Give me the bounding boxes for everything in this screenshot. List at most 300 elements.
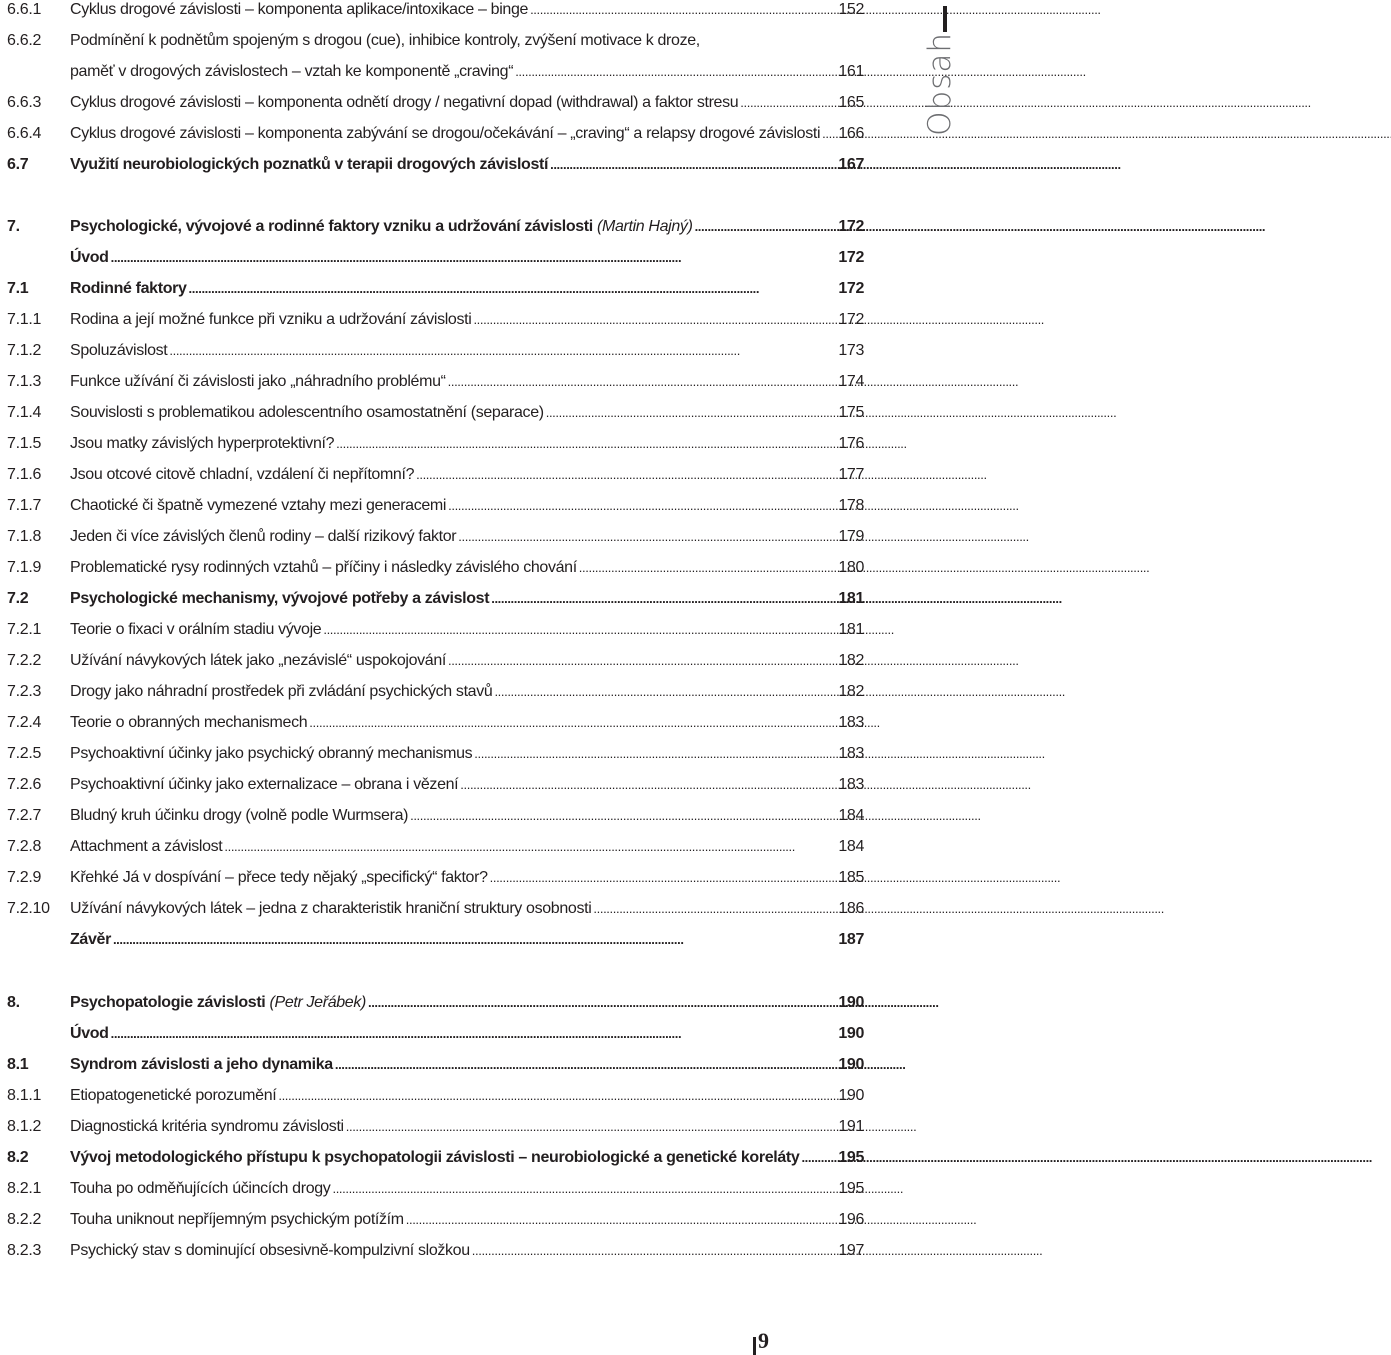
toc-entry-title-text: Rodina a její možné funkce při vzniku a udržování závislosti — [70, 311, 472, 328]
toc-entry[interactable] — [0, 87, 864, 118]
toc-entry-title-text: Funkce užívání či závislosti jako „náhradního problému“ — [70, 373, 446, 390]
toc-entry-line — [70, 987, 864, 1018]
toc-leader-dots — [472, 1235, 835, 1266]
toc-entry-line — [70, 25, 864, 56]
toc-entry-title-text: Křehké Já v dospívání – přece tedy nějaký „specifický“ faktor? — [70, 869, 488, 886]
toc-entry-page: 183 — [838, 776, 864, 793]
toc-entry[interactable] — [0, 1235, 864, 1266]
toc-entry-number: 7.2.3 — [7, 683, 42, 700]
side-section-label: Obsah — [922, 32, 958, 136]
toc-entry-title-block — [70, 273, 864, 304]
toc-entry-title-block — [70, 397, 864, 428]
toc-entry-page: 190 — [838, 994, 864, 1011]
toc-entry-title-block — [70, 1018, 864, 1049]
toc-entry-title-text: Touha po odměňujících účincích drogy — [70, 1180, 331, 1197]
toc-entry-title — [70, 0, 528, 25]
toc-entry[interactable] — [0, 924, 864, 955]
toc-entry-number: 7.2.8 — [7, 838, 42, 855]
toc-entry-title-block — [70, 1049, 864, 1080]
toc-entry-number: 7.1 — [7, 280, 29, 297]
toc-entry-number: 7.1.9 — [7, 559, 42, 576]
toc-entry-line — [70, 1235, 864, 1266]
toc-entry-page: 172 — [838, 249, 864, 266]
toc-entry-title — [70, 707, 307, 738]
toc-entry-title-block — [70, 1173, 864, 1204]
toc-entry-title-text: Psychologické mechanismy, vývojové potřeby a závislost — [70, 590, 490, 607]
toc-entry[interactable] — [0, 149, 864, 180]
toc-entry[interactable] — [0, 428, 864, 459]
toc-entry-number: 8.2 — [7, 1149, 29, 1166]
toc-entry-line — [70, 1080, 864, 1111]
toc-entry-title — [70, 1204, 404, 1235]
toc-entry-line — [70, 1142, 864, 1173]
toc-entry-title — [70, 831, 222, 862]
toc-entry-title-block — [70, 769, 864, 800]
toc-entry[interactable] — [0, 1204, 864, 1235]
toc-entry-number: 7.2.9 — [7, 869, 42, 886]
toc-entry-title — [70, 428, 334, 459]
toc-entry-line — [70, 1018, 864, 1049]
toc-entry-page: 197 — [838, 1242, 864, 1259]
toc-entry[interactable] — [0, 707, 864, 738]
toc-entry-number: 8.1 — [7, 1056, 29, 1073]
toc-entry[interactable] — [0, 862, 864, 893]
toc-entry-line — [70, 211, 864, 242]
toc-entry-number: 8.2.3 — [7, 1242, 42, 1259]
toc-leader-dots — [822, 118, 834, 149]
toc-entry-line — [70, 707, 864, 738]
toc-entry-title-block — [70, 304, 864, 335]
toc-entry-title-text: Psychopatologie závislosti — [70, 994, 266, 1011]
toc-entry[interactable] — [0, 1018, 864, 1049]
toc-entry-number: 6.6.3 — [7, 94, 42, 111]
toc-entry[interactable] — [0, 1173, 864, 1204]
toc-entry-title-text: Teorie o fixaci v orálním stadiu vývoje — [70, 621, 322, 638]
toc-entry-title-block — [70, 645, 864, 676]
toc-leader-dots — [695, 211, 835, 242]
toc-leader-dots — [740, 87, 834, 118]
toc-entry-title-block — [70, 583, 864, 614]
toc-entry-title-block — [70, 676, 864, 707]
toc-entry-page: 174 — [838, 373, 864, 390]
toc-entry-page: 185 — [838, 869, 864, 886]
toc-entry-title-block — [70, 831, 864, 862]
toc-leader-dots — [550, 149, 834, 180]
toc-leader-dots — [368, 987, 834, 1018]
toc-entry[interactable] — [0, 831, 864, 862]
toc-entry-line — [70, 0, 864, 25]
toc-leader-dots — [169, 335, 834, 366]
toc-entry-title — [70, 335, 167, 366]
toc-entry-number: 8.1.1 — [7, 1087, 42, 1104]
toc-entry-title — [70, 397, 544, 428]
toc-entry-number: 7.1.6 — [7, 466, 42, 483]
toc-entry-line — [70, 769, 864, 800]
toc-entry[interactable] — [0, 769, 864, 800]
toc-leader-dots — [460, 769, 834, 800]
toc-entry-page: 161 — [838, 63, 864, 80]
toc-entry-title — [70, 87, 738, 118]
toc-entry-title — [70, 769, 458, 800]
toc-entry-title-text: Chaotické či špatně vymezené vztahy mezi generacemi — [70, 497, 447, 514]
toc-entry-line — [70, 1111, 864, 1142]
toc-entry-title-block — [70, 707, 864, 738]
toc-entry-number: 7.1.2 — [7, 342, 42, 359]
toc-entry-title — [70, 1142, 799, 1173]
toc-leader-dots — [113, 924, 834, 955]
toc-entry-number: 8.1.2 — [7, 1118, 42, 1135]
toc-entry[interactable] — [0, 800, 864, 831]
toc-entry-title — [70, 490, 446, 521]
toc-entry-title-block — [70, 1142, 864, 1173]
toc-leader-dots — [579, 552, 835, 583]
toc-entry-title-text: Jsou otcové citově chladní, vzdálení či nepřítomní? — [70, 466, 415, 483]
toc-entry-page: 165 — [838, 94, 864, 111]
toc-entry-title-text: Využití neurobiologických poznatků v terapii drogových závislostí — [70, 156, 549, 173]
toc-entry-line — [70, 149, 864, 180]
toc-entry[interactable] — [0, 397, 864, 428]
toc-entry-number: 6.6.4 — [7, 125, 42, 142]
toc-entry-title-text: Úvod — [70, 1025, 109, 1042]
toc-entry-title-text: Jeden či více závislých členů rodiny – další rizikový faktor — [70, 528, 457, 545]
toc-leader-dots — [406, 1204, 835, 1235]
toc-entry-number: 7.2 — [7, 590, 29, 607]
toc-entry-title-text: Závěr — [70, 931, 111, 948]
toc-entry-line — [70, 893, 864, 924]
toc-entry-number: 6.6.2 — [7, 32, 42, 49]
toc-entry[interactable] — [0, 1049, 864, 1080]
toc-entry-title — [70, 862, 488, 893]
toc-entry-title-block — [70, 118, 864, 149]
toc-entry-page: 190 — [838, 1087, 864, 1104]
toc-entry-title — [70, 800, 408, 831]
toc-entry-title-text: Attachment a závislost — [70, 838, 223, 855]
toc-entry[interactable] — [0, 676, 864, 707]
toc-entry-title-block — [70, 366, 864, 397]
toc-entry-page: 181 — [838, 590, 864, 607]
toc-entry-title-block — [70, 459, 864, 490]
toc-entry[interactable] — [0, 583, 864, 614]
toc-entry[interactable] — [0, 521, 864, 552]
toc-leader-dots — [416, 459, 834, 490]
toc-entry[interactable] — [0, 1111, 864, 1142]
toc-entry-title — [70, 614, 321, 645]
toc-entry-title — [70, 987, 366, 1018]
toc-entry-line — [70, 924, 864, 955]
toc-entry-line — [70, 56, 864, 87]
toc-entry-page: 183 — [838, 714, 864, 731]
toc-leader-dots — [111, 242, 835, 273]
toc-entry-title-text: Cyklus drogové závislosti – komponenta odnětí drogy / negativní dopad (withdrawal) a faktor stresu — [70, 94, 739, 111]
toc-entry-title — [70, 583, 489, 614]
toc-entry-number: 7.1.3 — [7, 373, 42, 390]
toc-entry-title-block — [70, 87, 864, 118]
toc-leader-dots — [546, 397, 835, 428]
toc-entry-title — [70, 149, 548, 180]
toc-entry[interactable] — [0, 366, 864, 397]
toc-entry-title-block — [70, 242, 864, 273]
toc-entry-title-block — [70, 987, 864, 1018]
toc-leader-dots — [346, 1111, 835, 1142]
toc-entry-title-text: Diagnostická kritéria syndromu závislosti — [70, 1118, 344, 1135]
toc-entry-title-text: Psychoaktivní účinky jako externalizace – obrana i vězení — [70, 776, 459, 793]
toc-entry-title-block — [70, 924, 864, 955]
toc-entry-line — [70, 273, 864, 304]
toc-entry-title-block — [70, 614, 864, 645]
toc-entry-title — [70, 459, 414, 490]
toc-entry-line — [70, 335, 864, 366]
toc-leader-dots — [448, 645, 834, 676]
toc-entry-line — [70, 552, 864, 583]
toc-entry-title-text: Psychický stav s dominující obsesivně-kompulzivní složkou — [70, 1242, 470, 1259]
toc-entry-line — [70, 614, 864, 645]
toc-entry-page: 172 — [838, 218, 864, 235]
toc-entry-page: 167 — [838, 156, 864, 173]
toc-entry-title — [70, 1173, 330, 1204]
toc-entry[interactable] — [0, 490, 864, 521]
toc-entry-title-block — [70, 490, 864, 521]
toc-entry-title-block — [70, 1204, 864, 1235]
toc-entry-title-text: Souvislosti s problematikou adolescentního osamostatnění (separace) — [70, 404, 544, 421]
toc-leader-dots — [515, 56, 834, 87]
toc-entry[interactable] — [0, 1080, 864, 1111]
toc-entry-page: 173 — [838, 342, 864, 359]
toc-entry-line — [70, 397, 864, 428]
toc-leader-dots — [448, 366, 835, 397]
toc-entry-title — [70, 273, 187, 304]
side-tab-marker — [943, 6, 947, 32]
toc-entry-author: (Petr Jeřábek) — [269, 994, 366, 1011]
toc-entry-title-text: Rodinné faktory — [70, 280, 187, 297]
toc-leader-dots — [473, 304, 834, 335]
toc-entry-title — [70, 1018, 109, 1049]
toc-entry-title-text: paměť v drogových závislostech – vztah ke komponentě „craving“ — [70, 63, 514, 80]
toc-leader-dots — [224, 831, 834, 862]
toc-leader-dots — [309, 707, 834, 738]
toc-entry-title — [70, 645, 446, 676]
toc-entry-number: 6.7 — [7, 156, 29, 173]
toc-entry-line — [70, 521, 864, 552]
toc-entry-title-text: Podmínění k podnětům spojeným s drogou (cue), inhibice kontroly, zvýšení motivace k droze, — [70, 32, 700, 49]
toc-entry-page: 182 — [838, 683, 864, 700]
toc-entry-line — [70, 645, 864, 676]
toc-entry-title — [70, 118, 820, 149]
toc-entry-line — [70, 676, 864, 707]
toc-entry-title — [70, 552, 577, 583]
toc-entry-number: 7.1.1 — [7, 311, 42, 328]
toc-entry-page: 180 — [838, 559, 864, 576]
toc-entry-title-text: Spoluzávislost — [70, 342, 168, 359]
toc-leader-dots — [448, 490, 834, 521]
toc-entry-title — [70, 738, 472, 769]
toc-entry-number: 7.1.5 — [7, 435, 42, 452]
toc-entry-title — [70, 366, 446, 397]
toc-entry-number: 8. — [7, 994, 20, 1011]
toc-entry-number: 7.2.2 — [7, 652, 42, 669]
toc-entry-title-text: Cyklus drogové závislosti – komponenta aplikace/intoxikace – binge — [70, 1, 529, 18]
toc-entry-page: 175 — [838, 404, 864, 421]
toc-entry[interactable] — [0, 335, 864, 366]
toc-leader-dots — [111, 1018, 835, 1049]
toc-entry-page: 166 — [838, 125, 864, 142]
toc-entry-title — [70, 242, 109, 273]
page-number-rule — [753, 1337, 756, 1355]
toc-entry[interactable] — [0, 459, 864, 490]
toc-entry[interactable] — [0, 304, 864, 335]
toc-entry[interactable] — [0, 0, 864, 25]
toc-entry-line — [70, 800, 864, 831]
toc-entry-page: 190 — [838, 1056, 864, 1073]
toc-entry-title — [70, 304, 471, 335]
toc-entry-title-text: Cyklus drogové závislosti – komponenta zabývání se drogou/očekávání – „craving“ a relapsy drogové závislosti — [70, 125, 821, 142]
toc-entry-number: 7.2.5 — [7, 745, 42, 762]
toc-entry-title-block — [70, 521, 864, 552]
toc-entry-title — [70, 924, 111, 955]
toc-entry-line — [70, 87, 864, 118]
toc-entry-title-text: Vývoj metodologického přístupu k psychopatologii závislosti – neurobiologické a genetické koreláty — [70, 1149, 800, 1166]
toc-leader-dots — [189, 273, 835, 304]
toc-entry-title-block — [70, 862, 864, 893]
toc-entry-title-block — [70, 0, 864, 25]
toc-leader-dots — [801, 1142, 834, 1173]
toc-leader-dots — [490, 862, 835, 893]
toc-leader-dots — [323, 614, 834, 645]
toc-entry-title — [70, 56, 513, 87]
toc-entry-title-text: Užívání návykových látek jako „nezávislé“ uspokojování — [70, 652, 446, 669]
toc-entry[interactable] — [0, 118, 864, 149]
toc-leader-dots — [530, 0, 834, 25]
toc-leader-dots — [278, 1080, 834, 1111]
toc-entry-number: 8.2.2 — [7, 1211, 42, 1228]
toc-entry-page: 187 — [838, 931, 864, 948]
toc-entry-title-text: Teorie o obranných mechanismech — [70, 714, 308, 731]
toc-entry-number: 7. — [7, 218, 20, 235]
toc-entry-title-text: Úvod — [70, 249, 109, 266]
toc-entry-title — [70, 1111, 344, 1142]
toc-entry-line — [70, 490, 864, 521]
toc-entry-title — [70, 1235, 470, 1266]
toc-entry-title-block — [70, 1080, 864, 1111]
toc-entry-page: 191 — [838, 1118, 864, 1135]
toc-entry[interactable] — [0, 25, 864, 87]
toc-entry-page: 181 — [838, 621, 864, 638]
toc-entry-title — [70, 521, 456, 552]
toc-entry-title-block — [70, 1111, 864, 1142]
toc-entry-title — [70, 893, 591, 924]
toc-entry[interactable] — [0, 987, 864, 1018]
toc-entry-title — [70, 676, 492, 707]
toc-entry-page: 184 — [838, 838, 864, 855]
toc-entry-title-text: Drogy jako náhradní prostředek při zvládání psychických stavů — [70, 683, 493, 700]
toc-entry-number: 7.1.7 — [7, 497, 42, 514]
toc-entry-number: 7.2.1 — [7, 621, 42, 638]
toc-entry-title-text: Touha uniknout nepříjemným psychickým potížím — [70, 1211, 404, 1228]
toc-leader-dots — [458, 521, 834, 552]
toc-entry[interactable] — [0, 242, 864, 273]
toc-entry-number: 8.2.1 — [7, 1180, 42, 1197]
toc-entry-title-text: Užívání návykových látek – jedna z charakteristik hraniční struktury osobnosti — [70, 900, 592, 917]
toc-entry-number: 6.6.1 — [7, 1, 42, 18]
toc-entry-number: 7.2.6 — [7, 776, 42, 793]
toc-entry-title — [70, 25, 700, 56]
toc-entry[interactable] — [0, 893, 864, 924]
toc-entry-number: 7.1.8 — [7, 528, 42, 545]
toc-leader-dots — [335, 1049, 834, 1080]
toc-entry-page: 184 — [838, 807, 864, 824]
toc-entry-page: 172 — [838, 311, 864, 328]
toc-entry-title-text: Bludný kruh účinku drogy (volně podle Wurmsera) — [70, 807, 409, 824]
toc-entry-line — [70, 118, 864, 149]
toc-entry-title-block — [70, 738, 864, 769]
toc-entry-page: 179 — [838, 528, 864, 545]
toc-entry-number: 7.1.4 — [7, 404, 42, 421]
toc-entry-line — [70, 459, 864, 490]
toc-leader-dots — [410, 800, 834, 831]
toc-leader-dots — [474, 738, 834, 769]
toc-entry-title-block — [70, 800, 864, 831]
toc-entry-title-text: Psychoaktivní účinky jako psychický obranný mechanismus — [70, 745, 473, 762]
toc-entry[interactable] — [0, 614, 864, 645]
toc-entry-title-text: Jsou matky závislých hyperprotektivní? — [70, 435, 335, 452]
toc-entry-page: 190 — [838, 1025, 864, 1042]
toc-entry-line — [70, 583, 864, 614]
toc-entry-line — [70, 304, 864, 335]
toc-entry-line — [70, 1204, 864, 1235]
toc-entry-title-block — [70, 211, 864, 242]
toc-leader-dots — [491, 583, 834, 614]
toc-entry-page: 195 — [838, 1180, 864, 1197]
toc-entry[interactable] — [0, 645, 864, 676]
toc-entry[interactable] — [0, 1142, 864, 1173]
toc-entry-title-block — [70, 428, 864, 459]
toc-entry-title-block — [70, 25, 864, 87]
toc-entry[interactable] — [0, 273, 864, 304]
toc-entry[interactable] — [0, 211, 864, 242]
toc-entry[interactable] — [0, 738, 864, 769]
toc-entry-page: 182 — [838, 652, 864, 669]
toc-entry-line — [70, 1049, 864, 1080]
toc-entry-page: 183 — [838, 745, 864, 762]
toc-entry-author: (Martin Hajný) — [597, 218, 693, 235]
toc-leader-dots — [336, 428, 834, 459]
page-number: 9 — [758, 1328, 769, 1353]
toc-entry-page: 172 — [838, 280, 864, 297]
toc-leader-dots — [332, 1173, 834, 1204]
toc-entry-line — [70, 1173, 864, 1204]
toc-entry-title-block — [70, 149, 864, 180]
toc-entry-title-block — [70, 1235, 864, 1266]
toc-entry-number: 7.2.4 — [7, 714, 42, 731]
toc-entry-title-text: Psychologické, vývojové a rodinné faktory vzniku a udržování závislosti — [70, 218, 593, 235]
toc-entry-page: 186 — [838, 900, 864, 917]
toc-entry-line — [70, 366, 864, 397]
toc-entry-title-text: Etiopatogenetické porozumění — [70, 1087, 277, 1104]
toc-entry-page: 196 — [838, 1211, 864, 1228]
toc-entry-line — [70, 831, 864, 862]
toc-entry-page: 152 — [838, 1, 864, 18]
toc-entry-title-block — [70, 893, 864, 924]
toc-entry-line — [70, 738, 864, 769]
toc-entry[interactable] — [0, 552, 864, 583]
toc-entry-title — [70, 1080, 276, 1111]
toc-entry-line — [70, 428, 864, 459]
toc-entry-page: 176 — [838, 435, 864, 452]
toc-entry-title-text: Problematické rysy rodinných vztahů – příčiny i následky závislého chování — [70, 559, 577, 576]
toc-entry-title — [70, 1049, 333, 1080]
toc-entry-title — [70, 211, 693, 242]
toc-leader-dots — [494, 676, 834, 707]
toc-entry-number: 7.2.7 — [7, 807, 42, 824]
